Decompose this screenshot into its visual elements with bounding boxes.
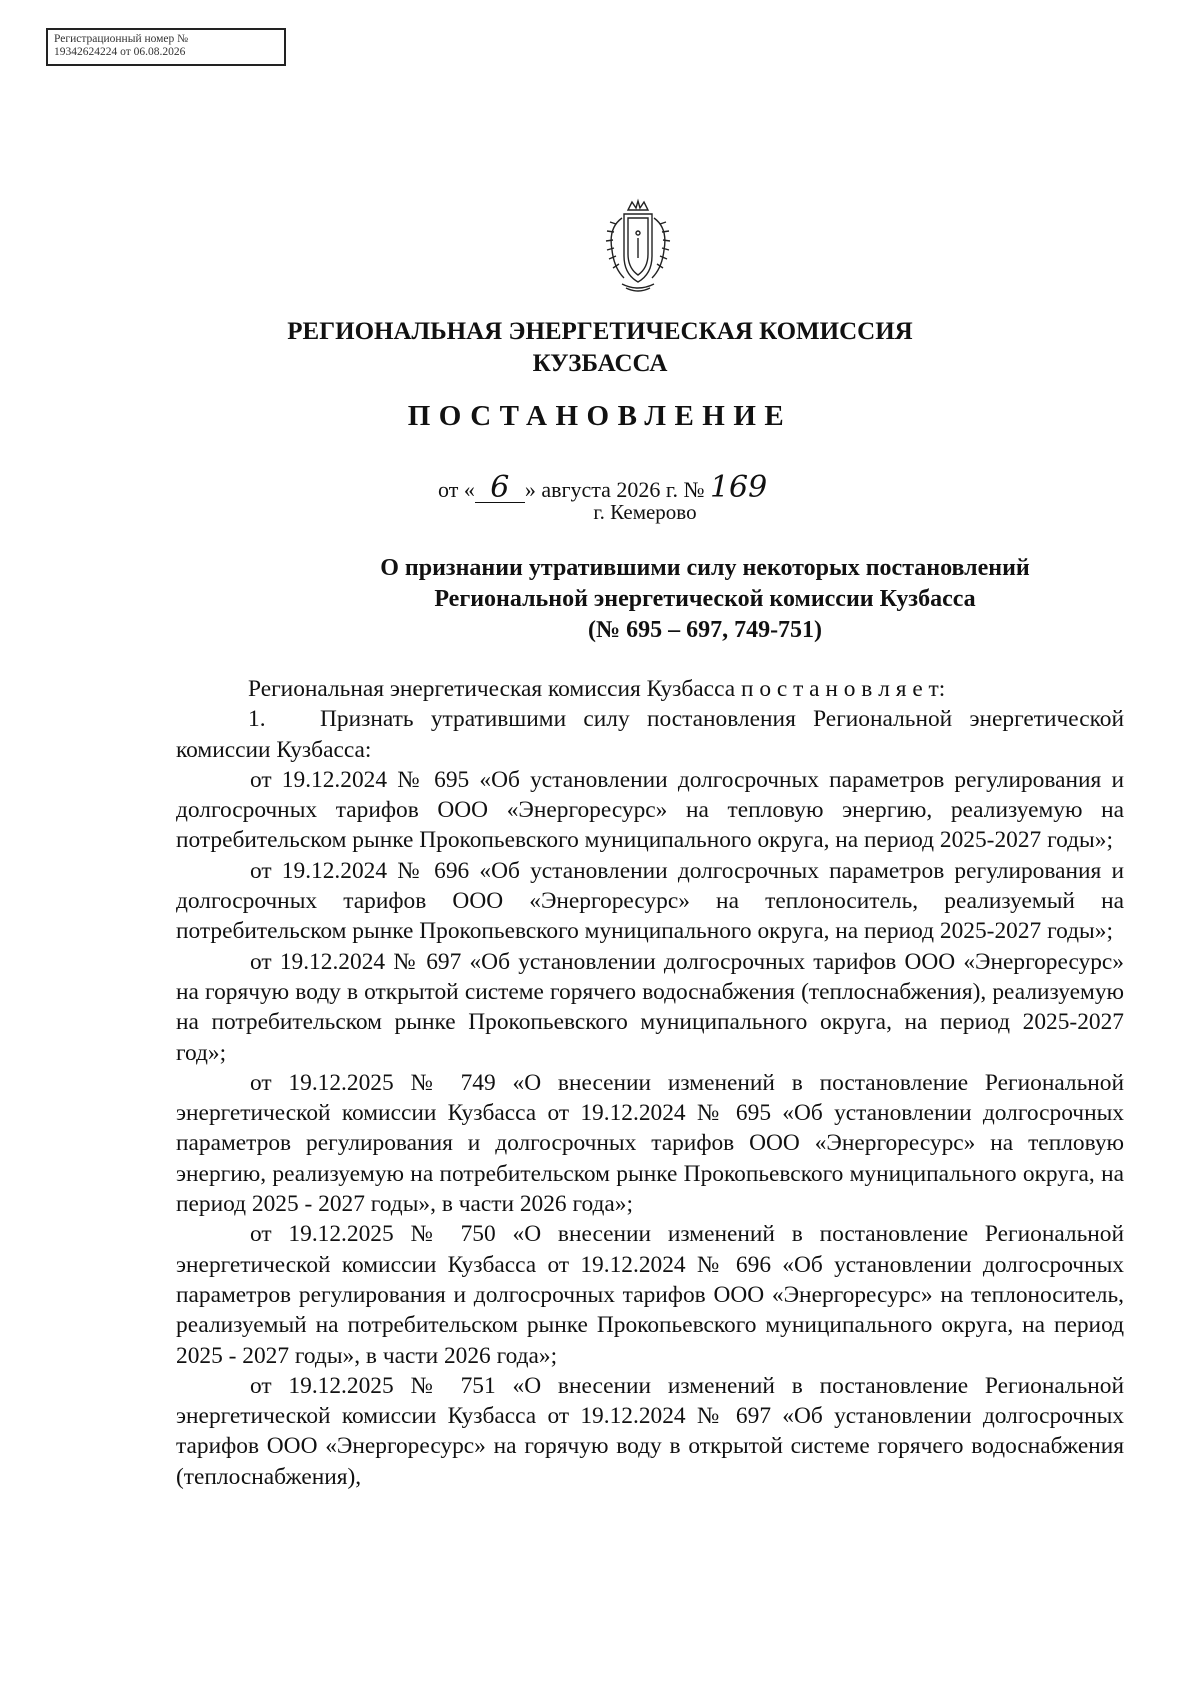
- registration-stamp: [46, 28, 286, 66]
- repealed-decree-697: от 19.12.2024 № 697 «Об установлении долгосрочных тарифов ООО «Энергоресурс» на горячую воду в открытой системе горячего водоснабжения (теплоснабжения), реализуемую на потребительском рынке Прокопьевского муниципального округа, на период 2025-2027 год»;: [176, 948, 1124, 1066]
- registration-line-1: Регистрационный номер №: [54, 33, 189, 45]
- repealed-decree-749: от 19.12.2025 № 749 «О внесении изменений в постановление Региональной энергетической комиссии Кузбасса от 19.12.2024 № 695 «Об установлении долгосрочных параметров регулирования и долгосрочных тарифов ООО «Энергоресурс» на тепловую энергию, реализуемую на потребительском рынке Прокопьевского муниципального округа, на период 2025 - 2027 годы», в части 2026 года»;: [176, 1069, 1124, 1218]
- item-1-number: 1.: [248, 706, 266, 733]
- organization-line-2: КУЗБАССА: [532, 350, 668, 377]
- subject-line-2: Региональной энергетической комиссии Кузбасса: [434, 586, 976, 612]
- decree-body: [176, 674, 1124, 1492]
- registration-line-2: 19342624224 от 06.08.2026: [54, 46, 186, 58]
- organization-line-1: РЕГИОНАЛЬНАЯ ЭНЕРГЕТИЧЕСКАЯ КОМИССИЯ: [287, 318, 913, 345]
- city-line: [0, 500, 1200, 525]
- body-item-1: [176, 704, 1124, 765]
- item-1-text: Признать утратившими силу постановления Региональной энергетической комиссии Кузбасса:: [176, 706, 1124, 763]
- body-intro: Региональная энергетическая комиссия Кузбасса п о с т а н о в л я е т:: [248, 676, 946, 702]
- organization-title: [0, 316, 1200, 380]
- repealed-decree-750: от 19.12.2025 № 750 «О внесении изменений в постановление Региональной энергетической комиссии Кузбасса от 19.12.2024 № 696 «Об установлении долгосрочных параметров регулирования и долгосрочных тарифов ООО «Энергоресурс» на теплоноситель, реализуемый на потребительском рынке Прокопьевского муниципального округа, на период 2025 - 2027 годы», в части 2026 года»;: [176, 1221, 1124, 1369]
- document-type: ПОСТАНОВЛЕНИЕ: [407, 400, 793, 432]
- subject-line-3: (№ 695 – 697, 749-751): [587, 617, 823, 643]
- date-prefix: от «: [438, 477, 475, 502]
- city-name: г. Кемерово: [593, 500, 697, 524]
- repealed-decree-695: от 19.12.2024 № 695 «Об установлении долгосрочных параметров регулирования и долгосрочных тарифов ООО «Энергоресурс» на тепловую энергию, реализуемую на потребительском рынке Прокопьевского муниципального округа, на период 2025-2027 годы»;: [176, 766, 1124, 854]
- decree-subject: [290, 553, 1120, 646]
- repealed-decree-751: от 19.12.2025 № 751 «О внесении изменений в постановление Региональной энергетической комиссии Кузбасса от 19.12.2024 № 697 «Об установлении долгосрочных тарифов ООО «Энергоресурс» на горячую воду в открытой системе горячего водоснабжения (теплоснабжения),: [176, 1372, 1124, 1490]
- date-day-handwritten: 6: [490, 470, 510, 505]
- decree-number-handwritten: 169: [709, 470, 768, 505]
- repealed-decree-696: от 19.12.2024 № 696 «Об установлении долгосрочных параметров регулирования и долгосрочных тарифов ООО «Энергоресурс» на теплоноситель, реализуемый на потребительском рынке Прокопьевского муниципального округа, на период 2025-2027 годы»;: [176, 857, 1124, 945]
- date-middle: » августа 2026 г. №: [524, 477, 705, 502]
- coat-of-arms-emblem: [598, 198, 678, 294]
- subject-line-1: О признании утратившими силу некоторых постановлений: [380, 555, 1030, 581]
